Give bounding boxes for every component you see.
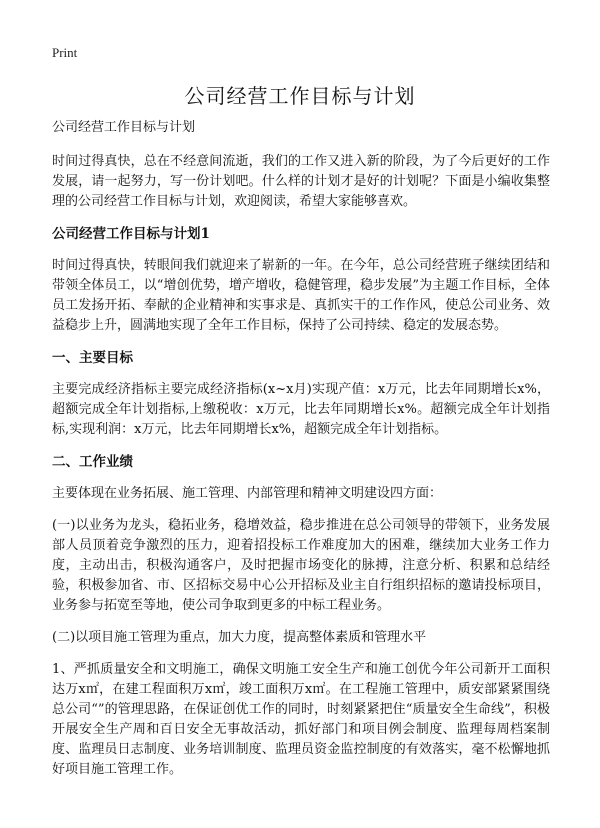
section-heading-plan-1: 公司经营工作目标与计划1 [52,226,210,242]
print-label[interactable]: Print [52,45,78,60]
document-body [52,118,550,792]
intro-paragraph: 时间过得真快，总在不经意间流逝，我们的工作又进入新的阶段，为了今后更好的工作发展，请一起努力，写一份计划吧。什么样的计划才是好的计划呢？下面是小编收集整理的公司经营工作目标与计划，欢迎阅读，希望大家能够喜欢。 [52,154,550,209]
document-title: 公司经营工作目标与计划 [184,84,416,108]
plan-1-paragraph: 时间过得真快，转眼间我们就迎来了崭新的一年。在今年，总公司经营班子继续团结和带领全体员工，以“增创优势，增产增收，稳健管理，稳步发展”为主题工作目标，全体员工发扬开拓、奉献的企业精神和实事求是、真抓实干的工作作风，使总公司业务、效益稳步上升，圆满地实现了全年工作目标，保持了公司持续、稳定的发展态势。 [52,258,550,333]
work-results-paragraph-2: (二)以项目施工管理为重点，加大力度，提高整体素质和管理水平 [52,630,427,645]
document-subtitle: 公司经营工作目标与计划 [52,120,196,135]
main-goals-paragraph: 主要完成经济指标主要完成经济指标(x~x月)实现产值：x万元，比去年同期增长x%，超额完成全年计划指标,上缴税收：x万元，比去年同期增长x%。超额完成全年计划指标,实现利润：x万元，比去年同期增长x%，超额完成全年计划指标。 [52,382,550,437]
section-heading-main-goals: 一、主要目标 [52,350,133,366]
section-heading-work-results: 二、工作业绩 [52,454,133,470]
work-results-intro: 主要体现在业务拓展、施工管理、内部管理和精神文明建设四方面： [52,486,443,501]
work-results-paragraph-3: 1、严抓质量安全和文明施工，确保文明施工安全生产和施工创优今年公司新开工面积达万x㎡，在建工程面积万x㎡，竣工面积万x㎡。在工程施工管理中，质安部紧紧围绕总公司“”的管理思路，在保证创优工作的同时，时刻紧紧把住“质量安全生命线”，积极开展安全生产周和百日安全无事故活动，抓好部门和项目例会制度、监理每周档案制度、监理员日志制度、业务培训制度、监理员资金监控制度的有效落实，毫不松懈地抓好项目施工管理工作。 [52,662,550,777]
work-results-paragraph-1: (一)以业务为龙头，稳拓业务，稳增效益，稳步推进在总公司领导的带领下，业务发展部人员顶着竞争激烈的压力，迎着招投标工作难度加大的困难，继续加大业务工作力度，主动出击，积极沟通客户，及时把握市场变化的脉搏，注意分析、积累和总结经验，积极参加省、市、区招标交易中心公开招标及业主自行组织招标的邀请投标项目，业务参与拓宽至等地，使公司争取到更多的中标工程业务。 [52,518,550,613]
